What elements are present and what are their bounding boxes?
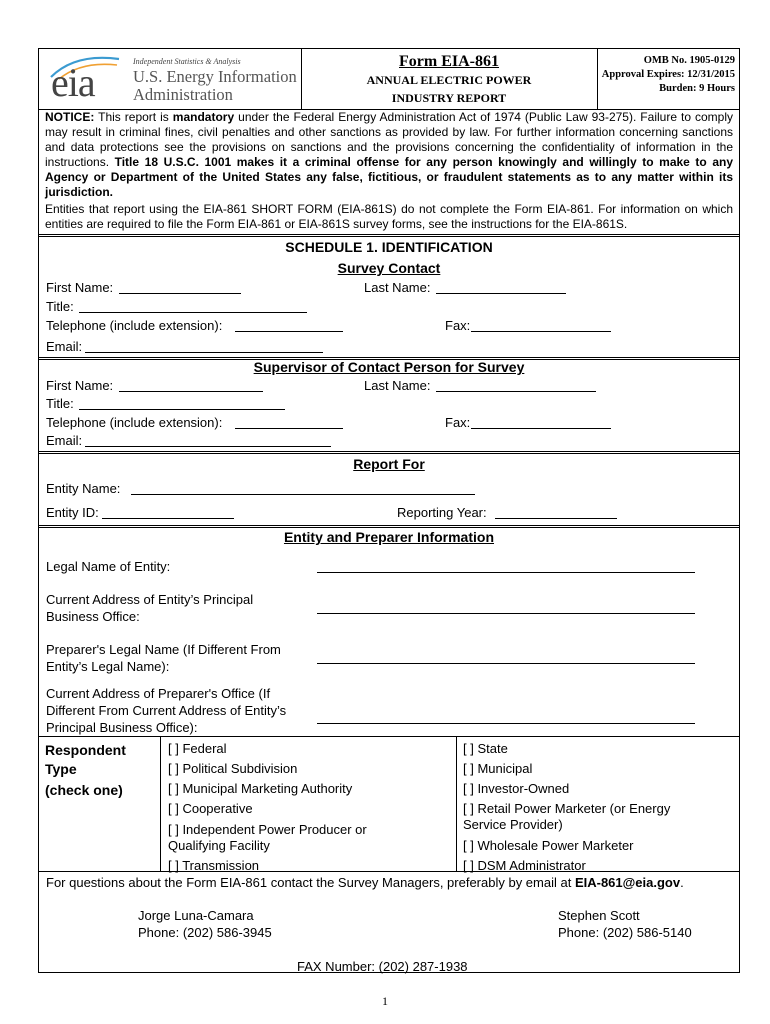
form-subtitle-1: ANNUAL ELECTRIC POWER: [366, 73, 532, 87]
report-for-heading: Report For: [353, 456, 425, 472]
option-municipal[interactable]: [ ] Municipal: [463, 761, 533, 776]
logo-org-line1: U.S. Energy Information: [133, 67, 297, 86]
entity-name-field[interactable]: [131, 494, 475, 495]
supervisor-last-name-field[interactable]: [436, 391, 596, 392]
option-municipal-marketing-authority[interactable]: [ ] Municipal Marketing Authority: [168, 781, 353, 796]
entity-preparer-heading: Entity and Preparer Information: [283, 529, 495, 545]
schedule-title: SCHEDULE 1. IDENTIFICATION: [285, 239, 493, 255]
supervisor-email-field[interactable]: [85, 446, 331, 447]
option-state[interactable]: [ ] State: [463, 741, 508, 756]
notice-text-2: under the Federal Energy Administration Act of 1974 (Public Law 93-275). Failure to comply may result in criminal fines, civil penalties and other sanctions as provided by law. For further information concerning sanctions and data protections see the provisions on sanctions and the provisions concerning the confidentiality of information in the instructions.: [45, 110, 733, 169]
preparer-address-line3: Principal Business Office):: [46, 720, 198, 735]
entity-address-field[interactable]: [317, 613, 695, 614]
divider: [456, 736, 457, 871]
entity-address-line1: Current Address of Entity’s Principal: [46, 592, 254, 607]
supervisor-telephone-label: Telephone (include extension):: [46, 415, 223, 430]
form-page: [38, 48, 740, 973]
divider: [39, 525, 739, 528]
survey-title-label: Title:: [46, 299, 74, 314]
form-subtitle-2: INDUSTRY REPORT: [391, 91, 507, 105]
option-dsm-administrator[interactable]: [ ] DSM Administrator: [463, 858, 586, 873]
omb-number: OMB No. 1905-0129: [643, 55, 735, 66]
form-title-cell: [301, 49, 598, 109]
entity-address-line2: Business Office:: [46, 609, 140, 624]
notice-block: [45, 110, 733, 232]
option-ipp-continued: Qualifying Facility: [168, 838, 270, 853]
entity-name-label: Entity Name:: [46, 481, 121, 496]
respondent-type-label: [45, 741, 126, 800]
preparer-address-label: [46, 685, 286, 736]
reporting-year-label: Reporting Year:: [397, 505, 487, 520]
preparer-address-field[interactable]: [317, 723, 695, 724]
questions-text: For questions about the Form EIA-861 contact the Survey Managers, preferably by email at: [46, 875, 575, 890]
omb-cell: [597, 49, 739, 109]
form-title: Form EIA-861: [399, 53, 499, 70]
eia-logo: [39, 49, 302, 109]
supervisor-first-name-field[interactable]: [119, 391, 263, 392]
preparer-name-line2: Entity’s Legal Name):: [46, 659, 170, 674]
notice-mandatory: mandatory: [172, 110, 235, 124]
preparer-name-field[interactable]: [317, 663, 695, 664]
survey-last-name-field[interactable]: [436, 293, 566, 294]
notice-short-form: Entities that report using the EIA-861 SHORT FORM (EIA-861S) do not complete the Form EIA-861. For information on which entities are required to file the Form EIA-861 or EIA-861S survey forms, see the instructions for the EIA-861S.: [45, 202, 733, 231]
form-header: [39, 49, 739, 110]
notice-bold-statement: Title 18 U.S.C. 1001 makes it a criminal offense for any person knowingly and willingly to make to any Agency or Department of the United States any false, fictitious, or fraudulent statements as to any matter within its jurisdiction.: [45, 155, 734, 199]
entity-id-field[interactable]: [102, 518, 234, 519]
option-wholesale-power-marketer[interactable]: [ ] Wholesale Power Marketer: [463, 838, 634, 853]
page-number: 1: [382, 994, 388, 1008]
burden-hours: Burden: 9 Hours: [659, 83, 735, 94]
divider: [39, 871, 739, 872]
survey-title-field[interactable]: [79, 312, 307, 313]
notice-paragraph: [45, 110, 733, 200]
survey-email-link[interactable]: EIA-861@eia.gov: [574, 875, 681, 890]
survey-fax-label: Fax:: [445, 318, 471, 333]
option-federal[interactable]: [ ] Federal: [168, 741, 227, 756]
questions-period: .: [680, 875, 684, 890]
approval-expires: Approval Expires: 12/31/2015: [601, 69, 735, 80]
supervisor-heading: Supervisor of Contact Person for Survey: [253, 359, 525, 375]
supervisor-title-field[interactable]: [79, 409, 285, 410]
option-investor-owned[interactable]: [ ] Investor-Owned: [463, 781, 570, 796]
survey-first-name-label: First Name:: [46, 280, 114, 295]
notice-label: NOTICE:: [45, 110, 95, 124]
preparer-address-line1: Current Address of Preparer's Office (If: [46, 686, 271, 701]
option-political-subdivision[interactable]: [ ] Political Subdivision: [168, 761, 298, 776]
survey-fax-field[interactable]: [471, 331, 611, 332]
logo-eia-word: eia: [51, 60, 95, 105]
survey-last-name-label: Last Name:: [364, 280, 431, 295]
divider: [39, 736, 739, 737]
option-retail-power-marketer[interactable]: [ ] Retail Power Marketer (or Energy: [463, 801, 671, 816]
supervisor-email-label: Email:: [46, 433, 83, 448]
divider: [39, 234, 739, 237]
preparer-address-line2: Different From Current Address of Entity’s: [46, 703, 287, 718]
option-independent-power-producer[interactable]: [ ] Independent Power Producer or: [168, 822, 367, 837]
option-cooperative[interactable]: [ ] Cooperative: [168, 801, 253, 816]
legal-name-label: Legal Name of Entity:: [46, 559, 171, 574]
divider: [39, 451, 739, 454]
legal-name-field[interactable]: [317, 572, 695, 573]
supervisor-fax-field[interactable]: [471, 428, 611, 429]
option-transmission[interactable]: [ ] Transmission: [168, 858, 260, 873]
supervisor-fax-label: Fax:: [445, 415, 471, 430]
logo-org-line2: Administration: [133, 85, 233, 104]
manager1-phone: Phone: (202) 586-3945: [138, 925, 272, 940]
survey-email-label: Email:: [46, 339, 83, 354]
entity-id-label: Entity ID:: [46, 505, 99, 520]
survey-contact-heading: Survey Contact: [337, 260, 441, 276]
preparer-name-label: [46, 641, 281, 675]
fax-number: FAX Number: (202) 287-1938: [297, 959, 468, 974]
survey-first-name-field[interactable]: [119, 293, 241, 294]
supervisor-last-name-label: Last Name:: [364, 378, 431, 393]
respondent-label-line3: (check one): [45, 782, 123, 798]
supervisor-title-label: Title:: [46, 396, 74, 411]
divider: [160, 736, 161, 871]
entity-address-label: [46, 591, 253, 625]
manager2-phone: Phone: (202) 586-5140: [558, 925, 692, 940]
respondent-label-line1: Respondent: [45, 742, 126, 758]
option-retail-continued: Service Provider): [463, 817, 563, 832]
questions-line: [46, 875, 684, 890]
preparer-name-line1: Preparer's Legal Name (If Different From: [46, 642, 281, 657]
survey-telephone-field[interactable]: [235, 331, 343, 332]
logo-tagline: Independent Statistics & Analysis: [133, 57, 241, 66]
supervisor-first-name-label: First Name:: [46, 378, 114, 393]
supervisor-telephone-field[interactable]: [235, 428, 343, 429]
survey-email-field[interactable]: [85, 352, 323, 353]
reporting-year-field[interactable]: [495, 518, 617, 519]
notice-text-1: This report is: [94, 110, 173, 124]
manager2-name: Stephen Scott: [558, 908, 640, 923]
manager1-name: Jorge Luna-Camara: [138, 908, 254, 923]
respondent-label-line2: Type: [45, 761, 77, 777]
survey-telephone-label: Telephone (include extension):: [46, 318, 223, 333]
